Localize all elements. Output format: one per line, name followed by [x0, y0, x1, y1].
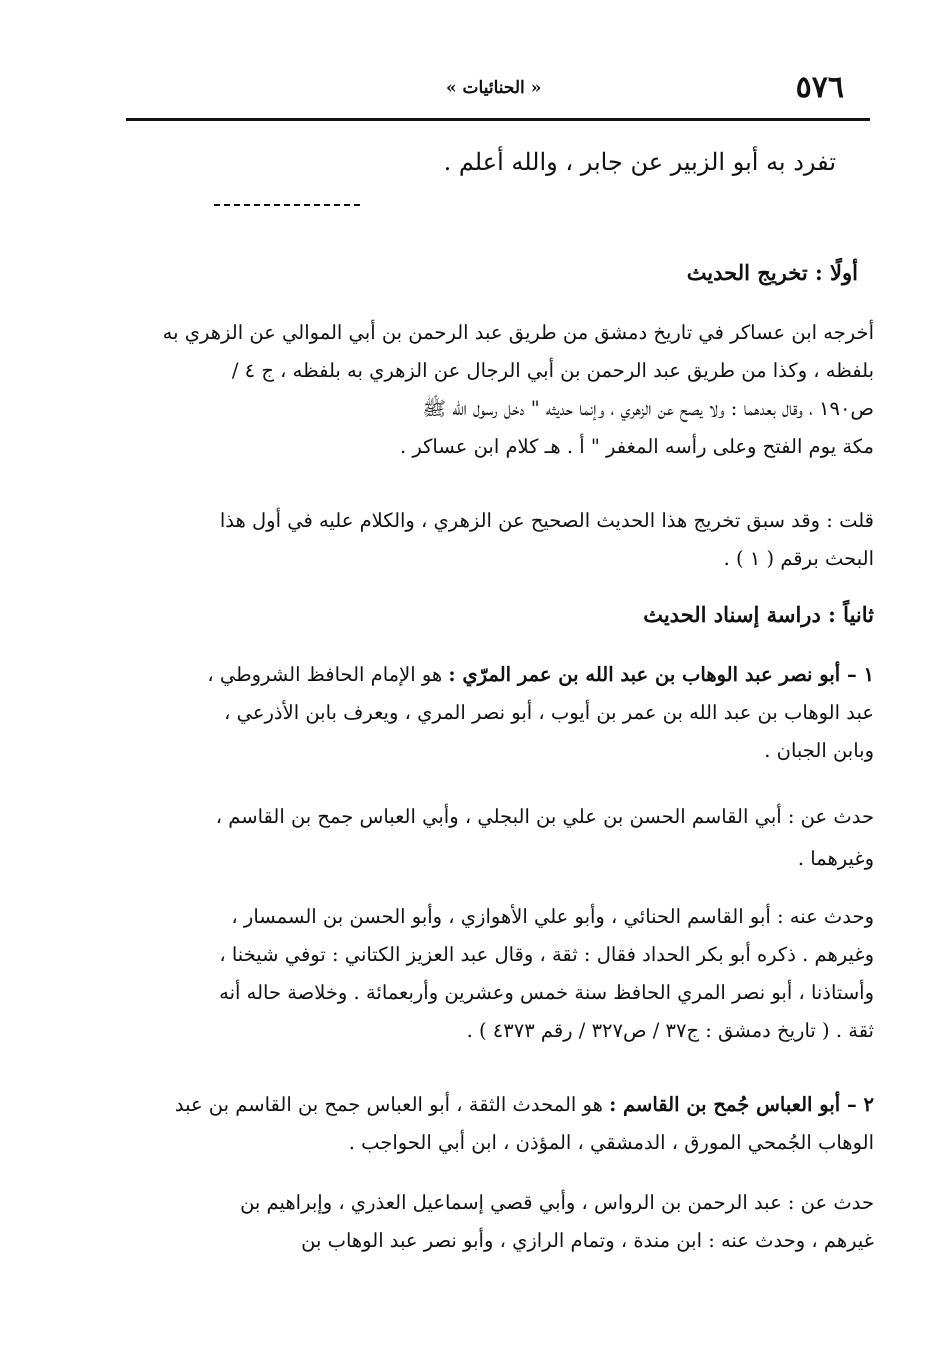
text-line: وأستاذنا ، أبو نصر المري الحافظ سنة خمس وعشرين وأربعمائة . وخلاصة حاله أنه [219, 981, 874, 1004]
running-title: « الحنائيات » [446, 78, 542, 98]
text-line: وحدث عنه : أبو القاسم الحنائي ، وأبو علي الأهوازي ، وأبو الحسن بن السمسار ، [231, 905, 874, 928]
text-line: أخرجه ابن عساكر في تاريخ دمشق من طريق عبد الرحمن بن أبي الموالي عن الزهري به [162, 321, 874, 344]
narrator-1-title-rest: هو الإمام الحافظ الشروطي ، [207, 663, 449, 686]
text-line: الوهاب الجُمحي المورق ، الدمشقي ، المؤذن ، ابن أبي الحواجب . [348, 1131, 874, 1154]
text-line: وبابن الجبان . [764, 739, 874, 762]
text-line: حدث عن : عبد الرحمن بن الرواس ، وأبي قصي إسماعيل العذري ، وإبراهيم بن [240, 1191, 874, 1214]
text-line [134, 656, 874, 694]
page-header [126, 68, 866, 116]
narrator-2-title: ٢ – أبو العباس جُمح بن القاسم : [609, 1093, 874, 1116]
dashed-separator [214, 204, 360, 206]
narrator-2-narrated [134, 1184, 874, 1260]
text-line: بلفظه ، وكذا من طريق عبد الرحمن بن أبي الرجال عن الزهري به بلفظه ، ج ٤ / [231, 359, 874, 382]
narrator-1-narrated-by [134, 898, 874, 1050]
section-heading-takhrij: أولًا : تخريج الحديث [686, 260, 858, 285]
text-line: غيرهم ، وحدث عنه : ابن مندة ، وتمام الرازي ، وأبو نصر عبد الوهاب بن [301, 1229, 874, 1252]
text-line: قلت : وقد سبق تخريج هذا الحديث الصحيح عن الزهري ، والكلام عليه في أول هذا [219, 509, 874, 532]
text-line [134, 1086, 874, 1124]
section-heading-isnad: ثانياً : دراسة إسناد الحديث [643, 602, 874, 627]
page-number: ٥٧٦ [795, 70, 844, 105]
intro-paragraph [126, 140, 836, 184]
text-line: مكة يوم الفتح وعلى رأسه المغفر " أ . هـ كلام ابن عساكر . [399, 435, 874, 458]
narrator-1-title: ١ – أبو نصر عبد الوهاب بن عبد الله بن عمر المرّي : [448, 663, 874, 686]
narrator-2-bio [134, 1086, 874, 1162]
header-rule [126, 118, 870, 121]
text-line: ثقة . ( تاريخ دمشق : ج٣٧ / ص٣٢٧ / رقم ٤٣٧٣ ) . [466, 1019, 874, 1042]
text-line: وغيرهم . ذكره أبو بكر الحداد فقال : ثقة ، وقال عبد العزيز الكتاني : توفي شيخنا ، [219, 943, 874, 966]
intro-line: تفرد به أبو الزبير عن جابر ، والله أعلم . [443, 148, 836, 176]
text-line: حدث عن : أبي القاسم الحسن بن علي بن البجلي ، وأبي العباس جمح بن القاسم ، [215, 805, 874, 828]
takhrij-paragraph-1 [134, 314, 874, 466]
narrator-1-narrated-from [134, 796, 874, 880]
text-line: البحث برقم ( ١ ) . [723, 547, 874, 570]
text-line: عبد الوهاب بن عبد الله بن عمر بن أيوب ، أبو نصر المري ، ويعرف بابن الأذرعي ، [224, 701, 874, 724]
narrator-2-title-rest: هو المحدث الثقة ، أبو العباس جمح بن القاسم بن عبد [174, 1093, 610, 1116]
narrator-1-bio [134, 656, 874, 770]
text-line: وغيرهما . [797, 847, 874, 870]
takhrij-paragraph-2 [134, 502, 874, 578]
text-line: ص١٩٠ ، وقال بعدهما : ولا يصح عن الزهري ، وإنما حديثه " دخل رسول الله ﷺ [422, 397, 874, 420]
